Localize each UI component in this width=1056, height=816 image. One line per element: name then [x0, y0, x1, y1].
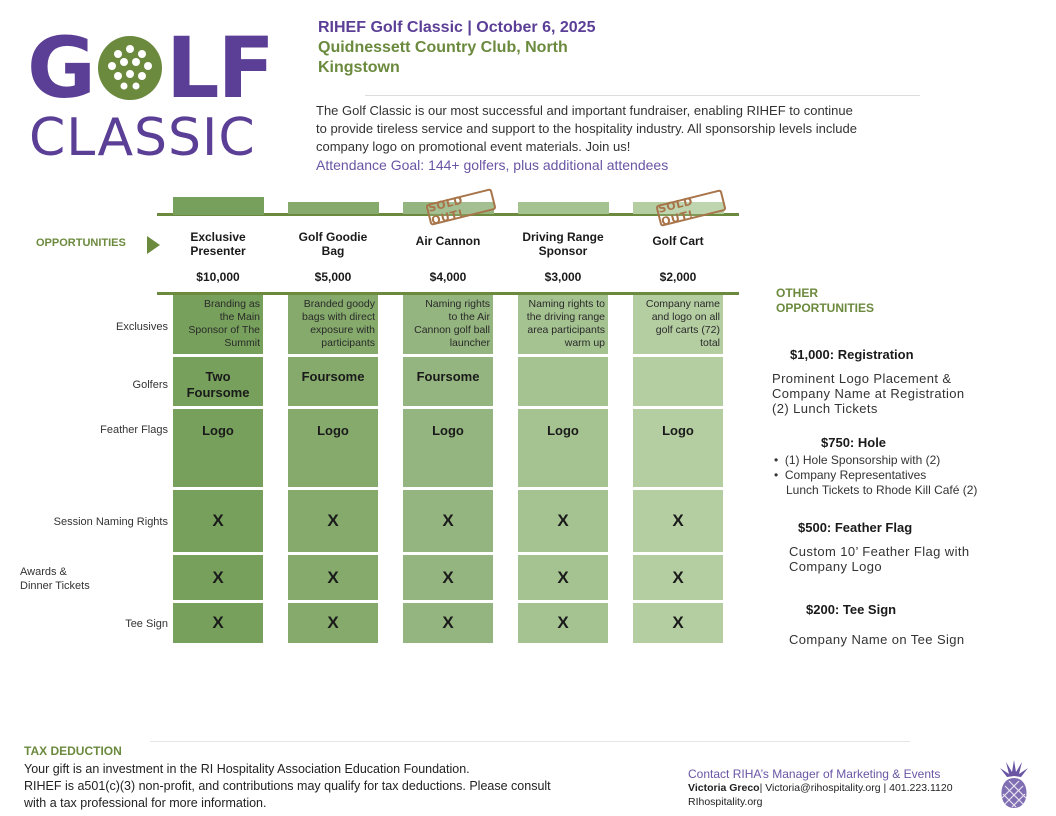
column-heading-line1: Exclusive [190, 230, 246, 244]
table-cell-golfers [173, 357, 263, 406]
intro-line: company logo on promotional event materials. Join us! [316, 139, 631, 154]
exclusive-line: total [700, 337, 720, 349]
column-heading [163, 230, 273, 258]
column-tab [288, 202, 379, 214]
golf-classic-logo [27, 19, 282, 168]
opportunities-label: OPPORTUNITIES [36, 237, 126, 249]
table-cell-exclusive [403, 295, 493, 354]
event-header [318, 18, 648, 78]
contact-heading: Contact RIHA’s Manager of Marketing & Events [688, 767, 941, 781]
row-label-session-naming: Session Naming Rights [53, 516, 168, 528]
exclusive-line: Cannon golf ball [414, 324, 490, 336]
registration-line: Prominent Logo Placement & [772, 371, 952, 386]
contact-line [688, 782, 998, 796]
table-cell-exclusive [173, 295, 263, 354]
logo-classic-wordmark: CLASSIC [29, 108, 256, 168]
intro-line: to provide tireless service and support to the hospitality industry. All sponsorship levels include [316, 121, 857, 136]
column-price: $5,000 [314, 270, 352, 284]
exclusive-line: Branding as [203, 298, 260, 310]
other-opportunities-title [776, 286, 916, 316]
exclusive-line: to the Air [448, 311, 490, 323]
column-heading-line2: Sponsor [538, 244, 588, 258]
column-heading [623, 234, 733, 248]
attendance-goal: Attendance Goal: 144+ golfers, plus additional attendees [316, 157, 669, 173]
golfers-line1: Two [205, 369, 231, 384]
exclusive-line: golf carts (72) [655, 324, 720, 336]
column-tab [518, 202, 609, 214]
intro-paragraph [316, 102, 976, 156]
golfers-line1: Foursome [416, 369, 480, 384]
tax-line: RIHEF is a501(c)(3) non-profit, and contributions may qualify for tax deductions. Please consult [24, 779, 551, 793]
table-cell-flags: Logo [288, 409, 378, 487]
column-tab [173, 197, 264, 215]
event-venue-line2: Kingstown [318, 59, 400, 76]
registration-line: Company Name at Registration [772, 386, 965, 401]
hole-bullet-text: Company Representatives [784, 468, 927, 482]
exclusive-line: participants [321, 337, 375, 349]
column-heading [508, 230, 618, 258]
column-heading-line2: Bag [321, 244, 345, 258]
column-heading-line1: Driving Range [522, 230, 604, 244]
table-cell-naming: X [173, 490, 263, 552]
exclusive-line: Naming rights to [528, 298, 605, 310]
event-title: RIHEF Golf Classic | October 6, 2025 [318, 19, 596, 36]
column-heading-line2: Presenter [190, 244, 246, 258]
table-cell-tee: X [173, 603, 263, 643]
row-label-feather-flags: Feather Flags [100, 424, 168, 436]
feather-flag-details [789, 544, 970, 574]
exclusive-line: exposure with [310, 324, 375, 336]
table-cell-tee: X [518, 603, 608, 643]
column-heading-line1: Air Cannon [415, 234, 481, 248]
logo-letters-lf: LF [165, 19, 273, 117]
column-price: $4,000 [429, 270, 467, 284]
table-cell-golfers [633, 357, 723, 406]
contact-email-phone[interactable]: | Victoria@rihospitality.org | 401.223.1120 [759, 782, 953, 794]
golfers-text [417, 369, 480, 406]
row-label-awards-line2: Dinner Tickets [20, 580, 90, 592]
exclusive-line: the driving range [526, 311, 605, 323]
table-cell-exclusive [633, 295, 723, 354]
table-cell-tee: X [403, 603, 493, 643]
hole-bullet-text: (1) Hole Sponsorship with (2) [784, 453, 941, 467]
bullet-icon: • [774, 468, 785, 482]
contact-block [688, 767, 998, 809]
table-cell-golfers [403, 357, 493, 406]
exclusive-text [188, 298, 260, 354]
header-divider [365, 95, 920, 96]
row-label-exclusives: Exclusives [116, 321, 168, 333]
table-cell-tee: X [633, 603, 723, 643]
golfers-line2: Foursome [186, 385, 250, 400]
table-cell-flags: Logo [403, 409, 493, 487]
row-label-tee-sign: Tee Sign [125, 618, 168, 630]
tax-line: Your gift is an investment in the RI Hospitality Association Education Foundation. [24, 762, 470, 776]
table-cell-tee: X [288, 603, 378, 643]
event-venue-line1: Quidnessett Country Club, North [318, 39, 568, 56]
feather-flag-heading: $500: Feather Flag [798, 520, 913, 535]
golfers-text [187, 369, 250, 406]
exclusive-line: area participants [527, 324, 605, 336]
column-heading [278, 230, 388, 258]
exclusive-line: and logo on all [651, 311, 720, 323]
table-cell-awards: X [518, 555, 608, 600]
hole-bullet [774, 453, 977, 468]
hole-bullet [774, 468, 977, 483]
golf-ball-icon [96, 34, 164, 102]
exclusive-line: bags with direct [302, 311, 375, 323]
other-title-line2: OPPORTUNITIES [776, 301, 875, 315]
exclusive-line: Company name [645, 298, 720, 310]
table-cell-exclusive [518, 295, 608, 354]
exclusive-line: Summit [224, 337, 260, 349]
column-heading-line1: Golf Cart [652, 234, 704, 248]
table-cell-exclusive [288, 295, 378, 354]
tax-deduction-body [24, 761, 644, 812]
sold-out-stamp: SOLD OUT! [655, 189, 726, 227]
table-cell-golfers [518, 357, 608, 406]
column-heading [393, 234, 503, 248]
sold-out-stamp: SOLD OUT! [425, 188, 496, 226]
row-label-awards-line1: Awards & [20, 566, 67, 578]
column-price: $10,000 [196, 270, 240, 284]
feather-flag-line: Custom 10’ Feather Flag with [789, 544, 970, 559]
exclusive-line: Sponsor of The [188, 324, 260, 336]
exclusive-line: launcher [449, 337, 490, 349]
column-price: $2,000 [659, 270, 697, 284]
table-cell-flags: Logo [633, 409, 723, 487]
table-cell-naming: X [633, 490, 723, 552]
table-cell-naming: X [403, 490, 493, 552]
table-cell-awards: X [633, 555, 723, 600]
table-cell-golfers [288, 357, 378, 406]
table-cell-flags: Logo [518, 409, 608, 487]
golfers-line1: Foursome [301, 369, 365, 384]
row-label-awards [20, 565, 132, 593]
table-cell-awards: X [288, 555, 378, 600]
exclusive-line: Branded goody [303, 298, 375, 310]
feather-flag-line: Company Logo [789, 559, 882, 574]
table-cell-awards: X [403, 555, 493, 600]
bullet-icon: • [774, 453, 785, 467]
row-label-golfers: Golfers [132, 379, 168, 391]
tax-line: with a tax professional for more information. [24, 796, 267, 810]
exclusive-text [302, 298, 375, 354]
contact-website[interactable]: RIhospitality.org [688, 795, 763, 808]
column-heading-line1: Golf Goodie [298, 230, 368, 244]
golfers-text [302, 369, 365, 406]
table-cell-naming: X [288, 490, 378, 552]
exclusive-text [646, 298, 720, 354]
hole-heading: $750: Hole [821, 435, 887, 450]
contact-name: Victoria Greco [688, 782, 760, 794]
exclusive-line: warm up [564, 337, 605, 349]
arrow-right-icon [147, 236, 160, 254]
intro-line: The Golf Classic is our most successful and important fundraiser, enabling RIHEF to continue [316, 103, 853, 118]
registration-heading: $1,000: Registration [790, 347, 914, 362]
footer-divider [150, 741, 910, 742]
pineapple-icon [996, 758, 1032, 810]
exclusive-line: Naming rights [425, 298, 490, 310]
hole-bullet-continued: Lunch Tickets to Rhode Kill Café (2) [786, 483, 978, 497]
column-price: $3,000 [544, 270, 582, 284]
registration-line: (2) Lunch Tickets [772, 401, 878, 416]
table-cell-flags: Logo [173, 409, 263, 487]
tee-sign-details: Company Name on Tee Sign [789, 632, 965, 647]
tax-deduction-title: TAX DEDUCTION [24, 744, 122, 758]
table-cell-naming: X [518, 490, 608, 552]
exclusive-line: the Main [219, 311, 260, 323]
logo-golf-wordmark [27, 19, 273, 117]
exclusive-text [527, 298, 605, 354]
tee-sign-heading: $200: Tee Sign [806, 602, 897, 617]
hole-details [774, 453, 977, 498]
exclusive-text [414, 298, 490, 354]
other-title-line1: OTHER [776, 286, 818, 300]
registration-details [772, 371, 965, 416]
logo-letter-g: G [27, 19, 94, 117]
table-cell-awards: X [173, 555, 263, 600]
